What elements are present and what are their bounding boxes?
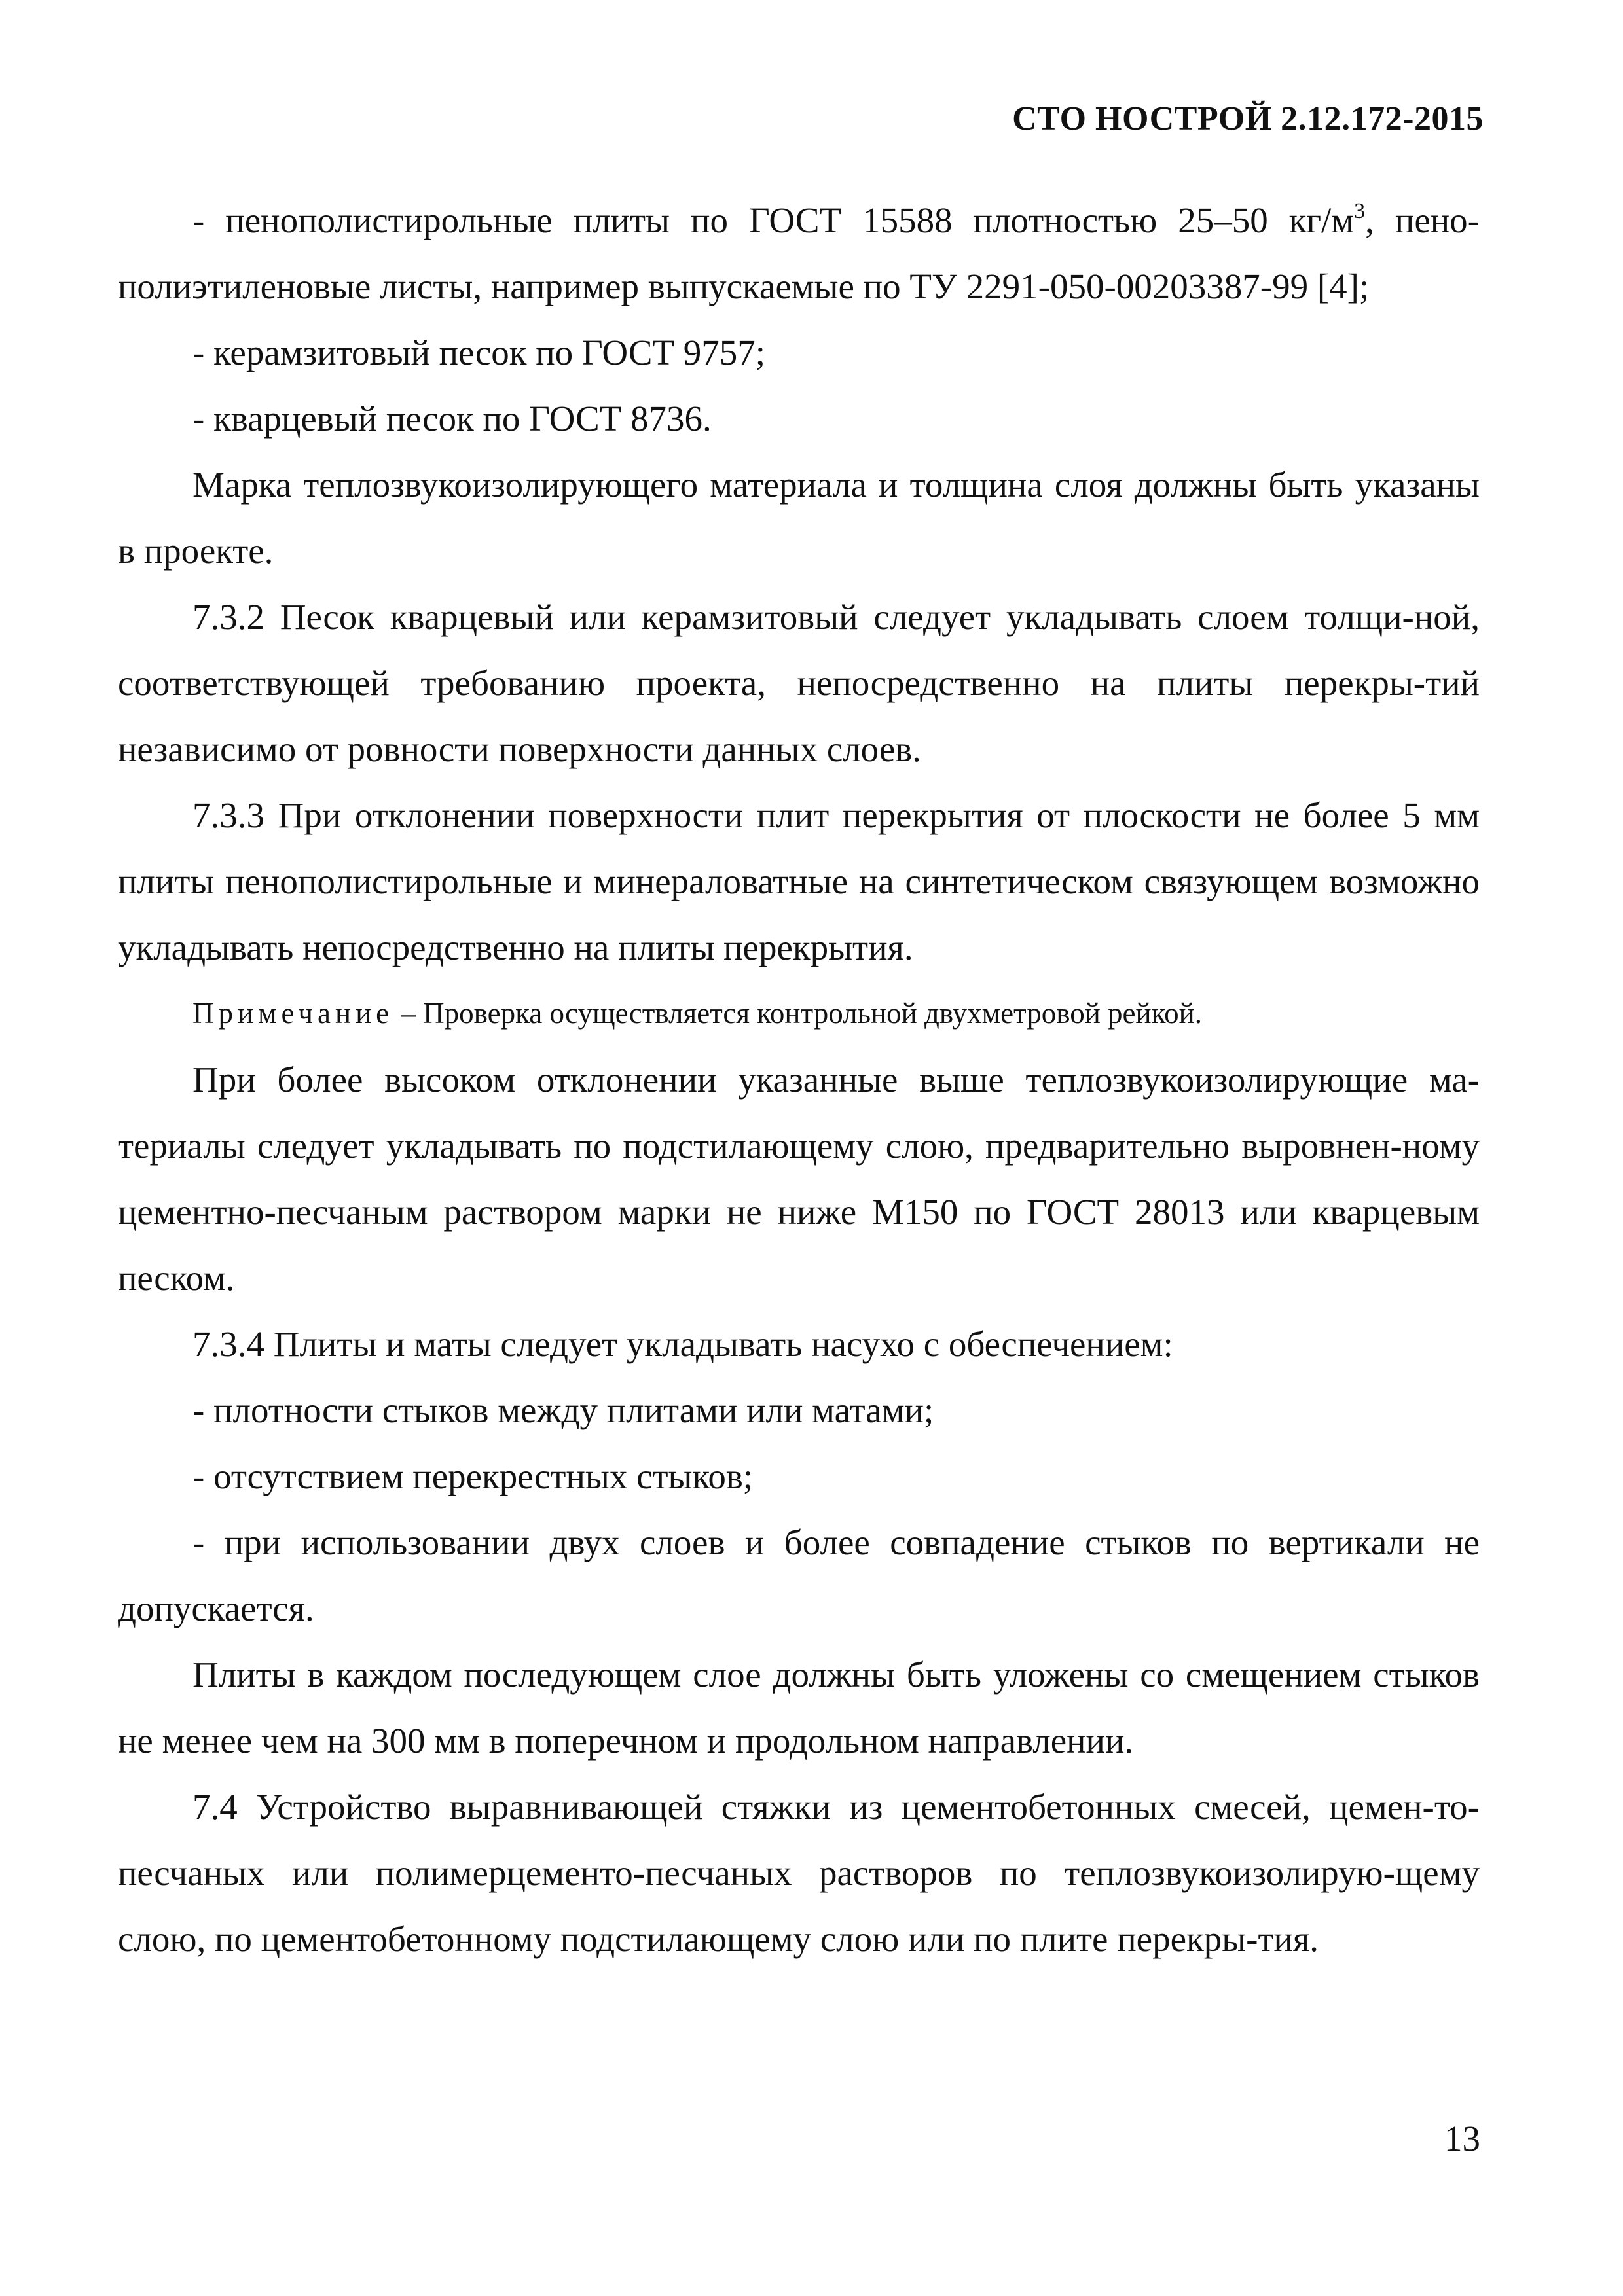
paragraph-7-3-4: 7.3.4 Плиты и маты следует укладывать насухо с обеспечением: (192, 1324, 1173, 1364)
list-item-joint-density: - плотности стыков между плитами или матами; (192, 1390, 934, 1430)
paragraph-layer-offset: Плиты в каждом последующем слое должны быть уложены со смещением стыков не менее чем на 300 мм в поперечном и продольном направлении. (118, 1655, 1480, 1761)
note-label: Примечание (192, 997, 394, 1030)
list-item-foam-plates-text: - пенополистирольные плиты по ГОСТ 15588 плотностью 25–50 кг/м (192, 200, 1355, 240)
document-code-header: СТО НОСТРОЙ 2.12.172-2015 (1012, 100, 1484, 137)
list-item-expanded-clay-sand: - керамзитовый песок по ГОСТ 9757; (192, 332, 766, 372)
paragraph-higher-deviation: При более высоком отклонении указанные выше теплозвукоизолирующие ма-териалы следует укладывать по подстилающему слою, предварительно выровнен-ному цементно-песчаным раствором марки не ниже М150 по ГОСТ 28013 или кварцевым песком. (118, 1060, 1480, 1298)
list-item-foam-plates (118, 187, 1480, 253)
paragraph-7-3-3: 7.3.3 При отклонении поверхности плит перекрытия от плоскости не более 5 мм плиты пенополистирольные и минераловатные на синтетическом связующем возможно укладывать непосредственно на плиты перекрытия. (118, 795, 1480, 967)
list-item-foam-plates-continued: полиэтиленовые листы, например выпускаемые по ТУ 2291-050-00203387-99 [4]; (118, 266, 1370, 306)
list-item-two-layers: - при использовании двух слоев и более совпадение стыков по вертикали не допускается. (118, 1522, 1480, 1628)
paragraph-material-brand: Марка теплозвукоизолирующего материала и толщина слоя должны быть указаны в проекте. (118, 465, 1480, 571)
paragraph-7-3-2: 7.3.2 Песок кварцевый или керамзитовый следует укладывать слоем толщи-ной, соответствующей требованию проекта, непосредственно на плиты перекры-тий независимо от ровности поверхности данных слоев. (118, 597, 1480, 769)
note (118, 980, 1480, 1047)
list-item-quartz-sand: - кварцевый песок по ГОСТ 8736. (192, 399, 712, 439)
page-number: 13 (1444, 2119, 1480, 2159)
list-item-foam-plates-suffix: , пено- (1365, 200, 1480, 240)
paragraph-7-4: 7.4 Устройство выравнивающей стяжки из цементобетонных смесей, цемен-то-песчаных или полимерцементо-песчаных растворов по теплозвукоизолирую-щему слою, по цементобетонному подстилающему слою или по плите перекры-тия. (118, 1787, 1480, 1959)
note-text: – Проверка осуществляется контрольной двухметровой рейкой. (393, 997, 1202, 1030)
document-body (118, 187, 1480, 1972)
cubic-superscript: 3 (1354, 199, 1366, 223)
list-item-no-cross-joints: - отсутствием перекрестных стыков; (192, 1456, 754, 1496)
